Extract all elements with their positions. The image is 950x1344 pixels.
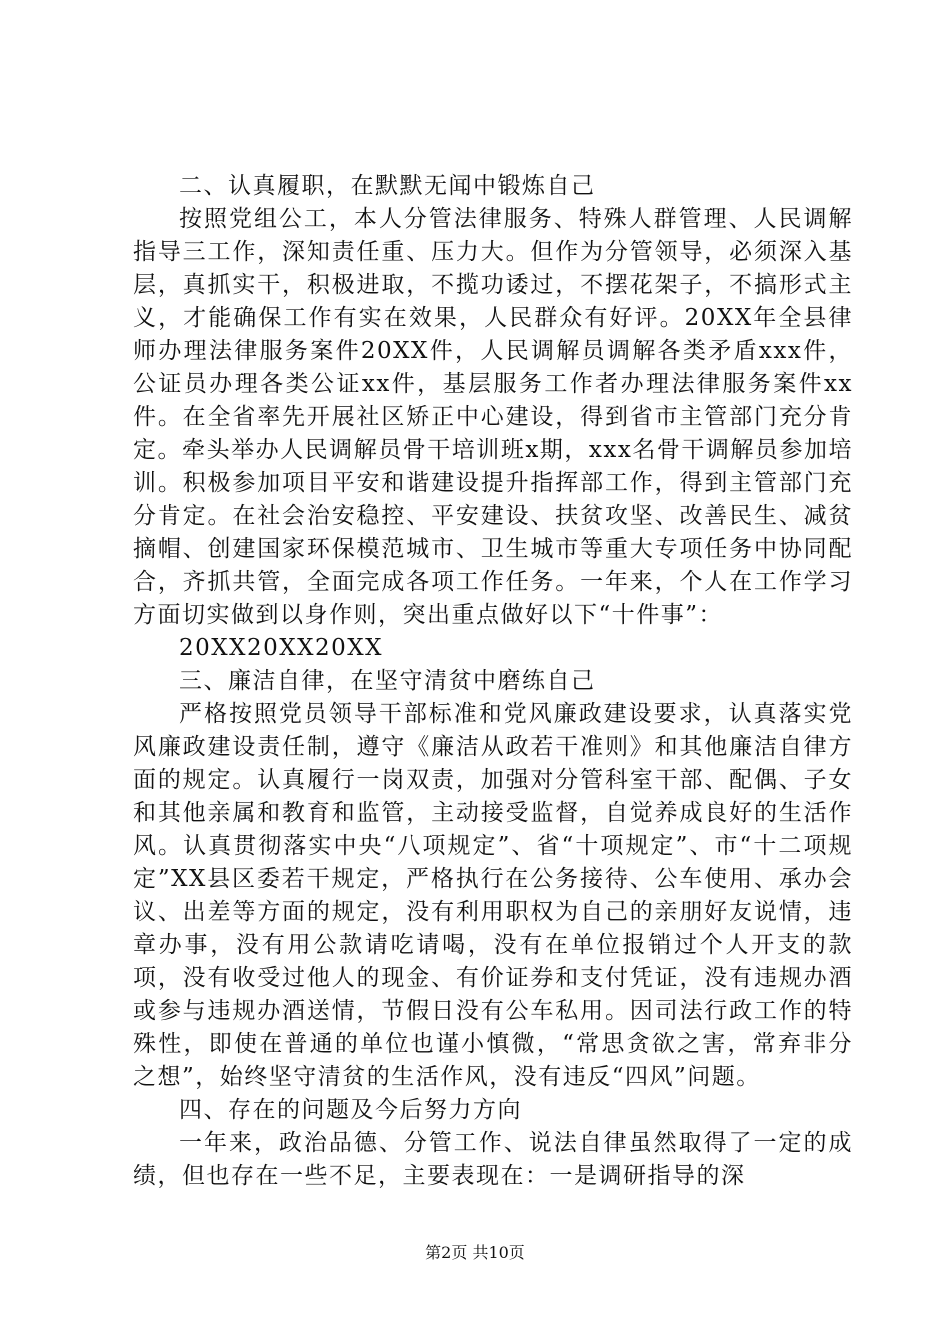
- document-body: [133, 170, 853, 1193]
- section-heading-2: 二、认真履职，在默默无闻中锻炼自己: [179, 173, 596, 199]
- page-number-footer: 第2页 共10页: [425, 1243, 525, 1262]
- section-heading-4: 四、存在的问题及今后努力方向: [179, 1097, 522, 1123]
- section-heading-3: 三、廉洁自律，在坚守清贫中磨练自己: [179, 668, 596, 694]
- body-paragraph: 20XX20XX20XX: [179, 635, 384, 661]
- body-paragraph: 按照党组公工，本人分管法律服务、特殊人群管理、人民调解指导三工作，深知责任重、压力大。但作为分管领导，必须深入基层，真抓实干，积极进取，不揽功诿过，不摆花架子，不搞形式主义，才能确保工作有实在效果，人民群众有好评。20XX年全县律师办理法律服务案件20XX件，人民调解员调解各类矛盾xxx件，公证员办理各类公证xx件，基层服务工作者办理法律服务案件xx件。在全省率先开展社区矫正中心建设，得到省市主管部门充分肯定。牵头举办人民调解员骨干培训班x期，xxx名骨干调解员参加培训。积极参加项目平安和谐建设提升指挥部工作，得到主管部门充分肯定。在社会治安稳控、平安建设、扶贫攻坚、改善民生、减贫摘帽、创建国家环保模范城市、卫生城市等重大专项任务中协同配合，齐抓共管，全面完成各项工作任务。一年来，个人在工作学习方面切实做到以身作则，突出重点做好以下“十件事”：: [133, 206, 853, 628]
- body-paragraph: 严格按照党员领导干部标准和党风廉政建设要求，认真落实党风廉政建设责任制，遵守《廉洁从政若干准则》和其他廉洁自律方面的规定。认真履行一岗双责，加强对分管科室干部、配偶、子女和其他亲属和教育和监管，主动接受监督，自觉养成良好的生活作风。认真贯彻落实中央“八项规定”、省“十项规定”、市“十二项规定”XX县区委若干规定，严格执行在公务接待、公车使用、承办会议、出差等方面的规定，没有利用职权为自己的亲朋好友说情，违章办事，没有用公款请吃请喝，没有在单位报销过个人开支的款项，没有收受过他人的现金、有价证券和支付凭证，没有违规办酒或参与违规办酒送情，节假日没有公车私用。因司法行政工作的特殊性，即使在普通的单位也谨小慎微，“常思贪欲之害，常弃非分之想”，始终坚守清贫的生活作风，没有违反“四风”问题。: [133, 701, 853, 1090]
- body-paragraph: 一年来，政治品德、分管工作、说法自律虽然取得了一定的成绩，但也存在一些不足，主要表现在：一是调研指导的深: [133, 1130, 853, 1189]
